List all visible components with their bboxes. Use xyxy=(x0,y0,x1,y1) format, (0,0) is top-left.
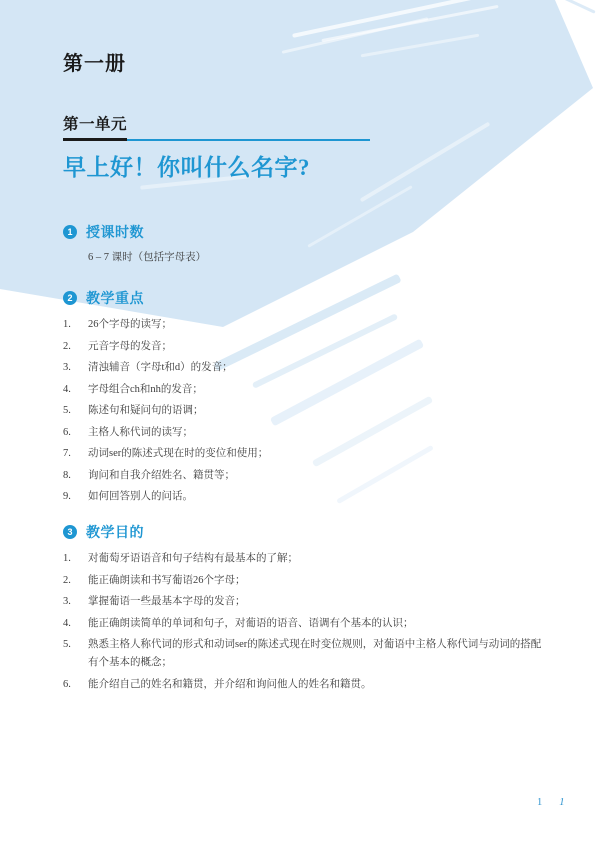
list-item xyxy=(63,636,550,672)
footer-volume-number: 1 xyxy=(537,797,543,808)
list-item-text: 动词ser的陈述式现在时的变位和使用； xyxy=(88,448,269,459)
list-item-text: 元音字母的发音； xyxy=(88,340,172,352)
list-item-text: 能正确朗读简单的单词和句子，对葡语的语音、语调有个基本的认识； xyxy=(88,617,414,629)
list-item-number: 6. xyxy=(63,426,71,438)
goals-list xyxy=(63,550,550,694)
list-item xyxy=(63,381,550,399)
list-item-text: 对葡萄牙语语音和句子结构有最基本的了解； xyxy=(88,553,298,564)
list-item-number: 4. xyxy=(63,383,71,395)
list-item-text: 询问和自我介绍姓名、籍贯等； xyxy=(88,469,235,481)
list-item-text: 掌握葡语一些最基本字母的发音； xyxy=(88,596,246,607)
list-item-number: 7. xyxy=(63,448,71,459)
list-item xyxy=(63,467,550,485)
list-item-text: 字母组合ch和nh的发音； xyxy=(88,383,203,395)
footer-page-number: 1 xyxy=(559,797,565,808)
list-item xyxy=(63,488,550,506)
list-item-text: 如何回答别人的问话。 xyxy=(88,491,193,502)
list-item-text: 熟悉主格人称代词的形式和动词ser的陈述式现在时变位规则，对葡语中主格人称代词与动词的搭配有个基本的概念； xyxy=(88,639,542,668)
list-item-text: 26个字母的读写； xyxy=(88,319,172,330)
section-number-badge: 2 xyxy=(63,291,77,305)
list-item-text: 主格人称代词的读写； xyxy=(88,426,193,438)
list-item-number: 6. xyxy=(63,678,71,690)
unit-title-rule xyxy=(63,112,370,141)
list-item-number: 3. xyxy=(63,362,71,373)
section-number-badge: 3 xyxy=(63,525,77,539)
section-header-focus xyxy=(63,288,552,308)
list-item xyxy=(63,316,550,334)
list-item-number: 9. xyxy=(63,491,71,502)
list-item xyxy=(63,572,550,590)
section-header-goals xyxy=(63,522,552,542)
list-item-number: 4. xyxy=(63,617,71,629)
list-item-number: 5. xyxy=(63,405,71,416)
list-item xyxy=(63,445,550,463)
section-title: 教学重点 xyxy=(86,290,144,306)
section-header-hours xyxy=(63,222,552,242)
list-item xyxy=(63,359,550,377)
list-item-text: 能介绍自己的姓名和籍贯，并介绍和询问他人的姓名和籍贯。 xyxy=(88,678,372,690)
list-item xyxy=(63,338,550,356)
list-item xyxy=(63,424,550,442)
page-footer xyxy=(537,797,565,808)
list-item-number: 5. xyxy=(63,639,71,650)
lesson-title: 早上好！你叫什么名字? xyxy=(63,155,310,180)
list-item-text: 清浊辅音（字母t和d）的发音； xyxy=(88,362,233,373)
list-item xyxy=(63,615,550,633)
list-item xyxy=(63,676,550,694)
focus-list xyxy=(63,316,550,506)
list-item-number: 2. xyxy=(63,340,71,352)
list-item-number: 3. xyxy=(63,596,71,607)
list-item-text: 陈述句和疑问句的语调； xyxy=(88,405,204,416)
list-item xyxy=(63,593,550,611)
list-item-number: 2. xyxy=(63,574,71,586)
list-item xyxy=(63,402,550,420)
unit-title: 第一单元 xyxy=(63,112,127,141)
section-title: 教学目的 xyxy=(86,524,144,540)
list-item-text: 能正确朗读和书写葡语26个字母； xyxy=(88,574,246,586)
section-title: 授课时数 xyxy=(86,224,144,240)
section-number-badge: 1 xyxy=(63,225,77,239)
list-item xyxy=(63,550,550,568)
list-item-number: 1. xyxy=(63,319,71,330)
volume-title: 第一册 xyxy=(63,53,126,75)
hours-text: 6 – 7 课时（包括字母表） xyxy=(88,252,207,263)
list-item-number: 1. xyxy=(63,553,71,564)
list-item-number: 8. xyxy=(63,469,71,481)
